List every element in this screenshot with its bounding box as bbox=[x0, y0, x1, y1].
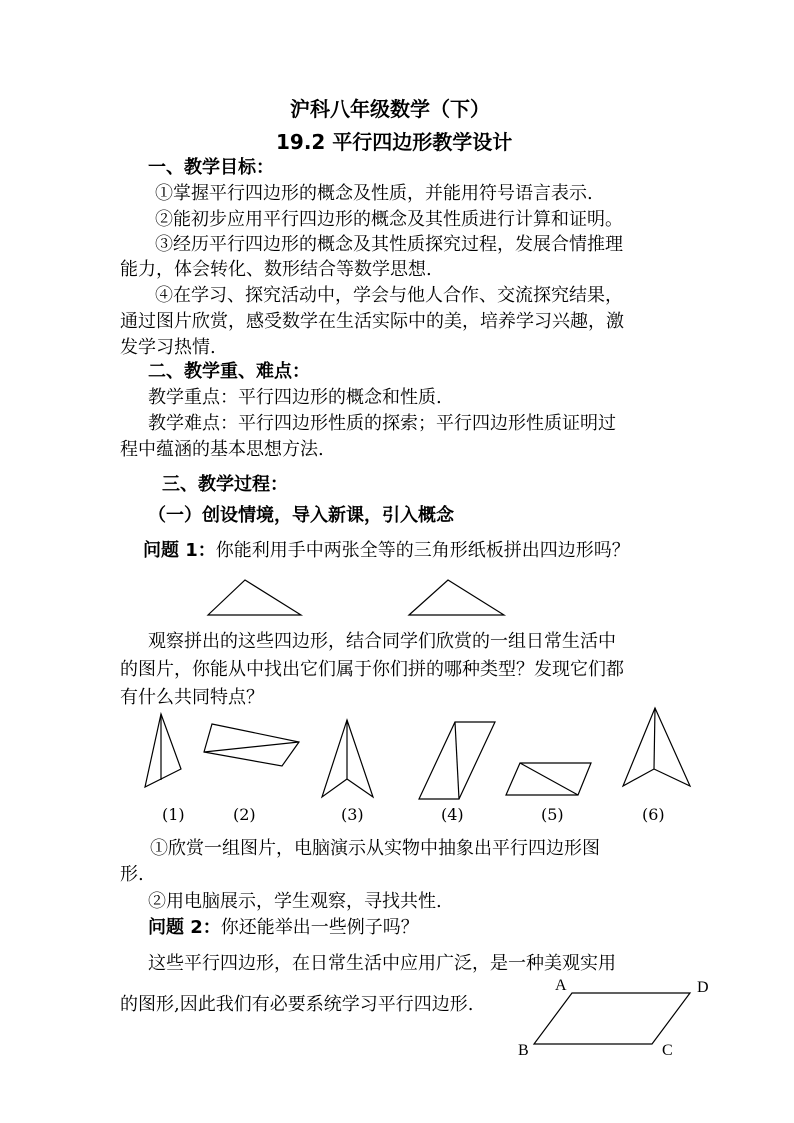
parallelogram-figure-4 bbox=[415, 720, 500, 802]
title-line-1: 沪科八年级数学（下） bbox=[290, 97, 490, 121]
question-2 bbox=[148, 917, 419, 939]
figure-label-1: (1) bbox=[162, 805, 185, 824]
parallelogram-figure-5 bbox=[502, 758, 594, 800]
step-1-line-2: 形. bbox=[120, 864, 144, 885]
step-1-line-1: ①欣赏一组图片，电脑演示从实物中抽象出平行四边形图 bbox=[150, 838, 600, 859]
question-2-text: 你还能举出一些例子吗？ bbox=[220, 917, 419, 938]
paragraph-2-line-1: 这些平行四边形，在日常生活中应用广泛，是一种美观实用 bbox=[148, 953, 616, 974]
difficulty-line-2: 程中蕴涵的基本思想方法. bbox=[120, 439, 324, 460]
goal-3-line-1: ③经历平行四边形的概念及其性质探究过程，发展合情推理 bbox=[155, 234, 623, 255]
paragraph-2-line-2: 的图形,因此我们有必要系统学习平行四边形. bbox=[120, 994, 474, 1015]
question-1 bbox=[143, 540, 630, 562]
triangle-figure-1 bbox=[200, 578, 310, 618]
question-1-text: 你能利用手中两张全等的三角形纸板拼出四边形吗？ bbox=[215, 540, 630, 561]
question-2-label: 问题 2： bbox=[148, 917, 221, 938]
difficulty-line-1: 教学难点：平行四边形性质的探索；平行四边形性质证明过 bbox=[148, 413, 616, 434]
subsection-1-heading: （一）创设情境，导入新课，引入概念 bbox=[148, 505, 454, 526]
kite-figure-1 bbox=[140, 712, 185, 790]
title-line-2: 19.2 平行四边形教学设计 bbox=[276, 130, 513, 154]
goal-4-line-2: 通过图片欣赏，感受数学在生活实际中的美，培养学习兴趣，激 bbox=[120, 311, 624, 332]
figure-label-4: (4) bbox=[441, 805, 464, 824]
figure-label-6: (6) bbox=[642, 805, 665, 824]
section2-heading: 二、教学重、难点： bbox=[148, 361, 310, 382]
arrowhead-figure-6 bbox=[620, 706, 695, 791]
question-1-label: 问题 1： bbox=[143, 540, 216, 561]
goal-3-line-2: 能力，体会转化、数形结合等数学思想. bbox=[120, 259, 432, 280]
arrowhead-figure-3 bbox=[318, 718, 378, 800]
quadrilateral-figure-2 bbox=[200, 718, 302, 768]
figure-label-3: (3) bbox=[341, 805, 364, 824]
section1-heading: 一、教学目标： bbox=[148, 157, 274, 178]
paragraph-1-line-3: 有什么共同特点？ bbox=[120, 687, 264, 708]
section3-heading: 三、教学过程： bbox=[162, 474, 288, 495]
figure-label-2: (2) bbox=[233, 805, 256, 824]
vertex-label-d: D bbox=[697, 979, 709, 996]
step-2: ②用电脑展示，学生观察，寻找共性. bbox=[148, 891, 442, 912]
paragraph-1-line-1: 观察拼出的这些四边形，结合同学们欣赏的一组日常生活中 bbox=[148, 631, 616, 652]
goal-2: ②能初步应用平行四边形的概念及其性质进行计算和证明。 bbox=[155, 209, 623, 230]
key-point: 教学重点：平行四边形的概念和性质. bbox=[148, 387, 442, 408]
vertex-label-a: A bbox=[555, 977, 567, 994]
triangle-figure-2 bbox=[403, 578, 513, 618]
paragraph-1-line-2: 的图片，你能从中找出它们属于你们拼的哪种类型？发现它们都 bbox=[120, 659, 624, 680]
vertex-label-b: B bbox=[518, 1042, 529, 1059]
figure-label-5: (5) bbox=[541, 805, 564, 824]
goal-4-line-1: ④在学习、探究活动中，学会与他人合作、交流探究结果， bbox=[155, 285, 623, 306]
parallelogram-abcd-figure bbox=[530, 988, 695, 1050]
vertex-label-c: C bbox=[662, 1042, 673, 1059]
goal-1: ①掌握平行四边形的概念及性质，并能用符号语言表示. bbox=[155, 183, 593, 204]
goal-4-line-3: 发学习热情. bbox=[120, 337, 216, 358]
